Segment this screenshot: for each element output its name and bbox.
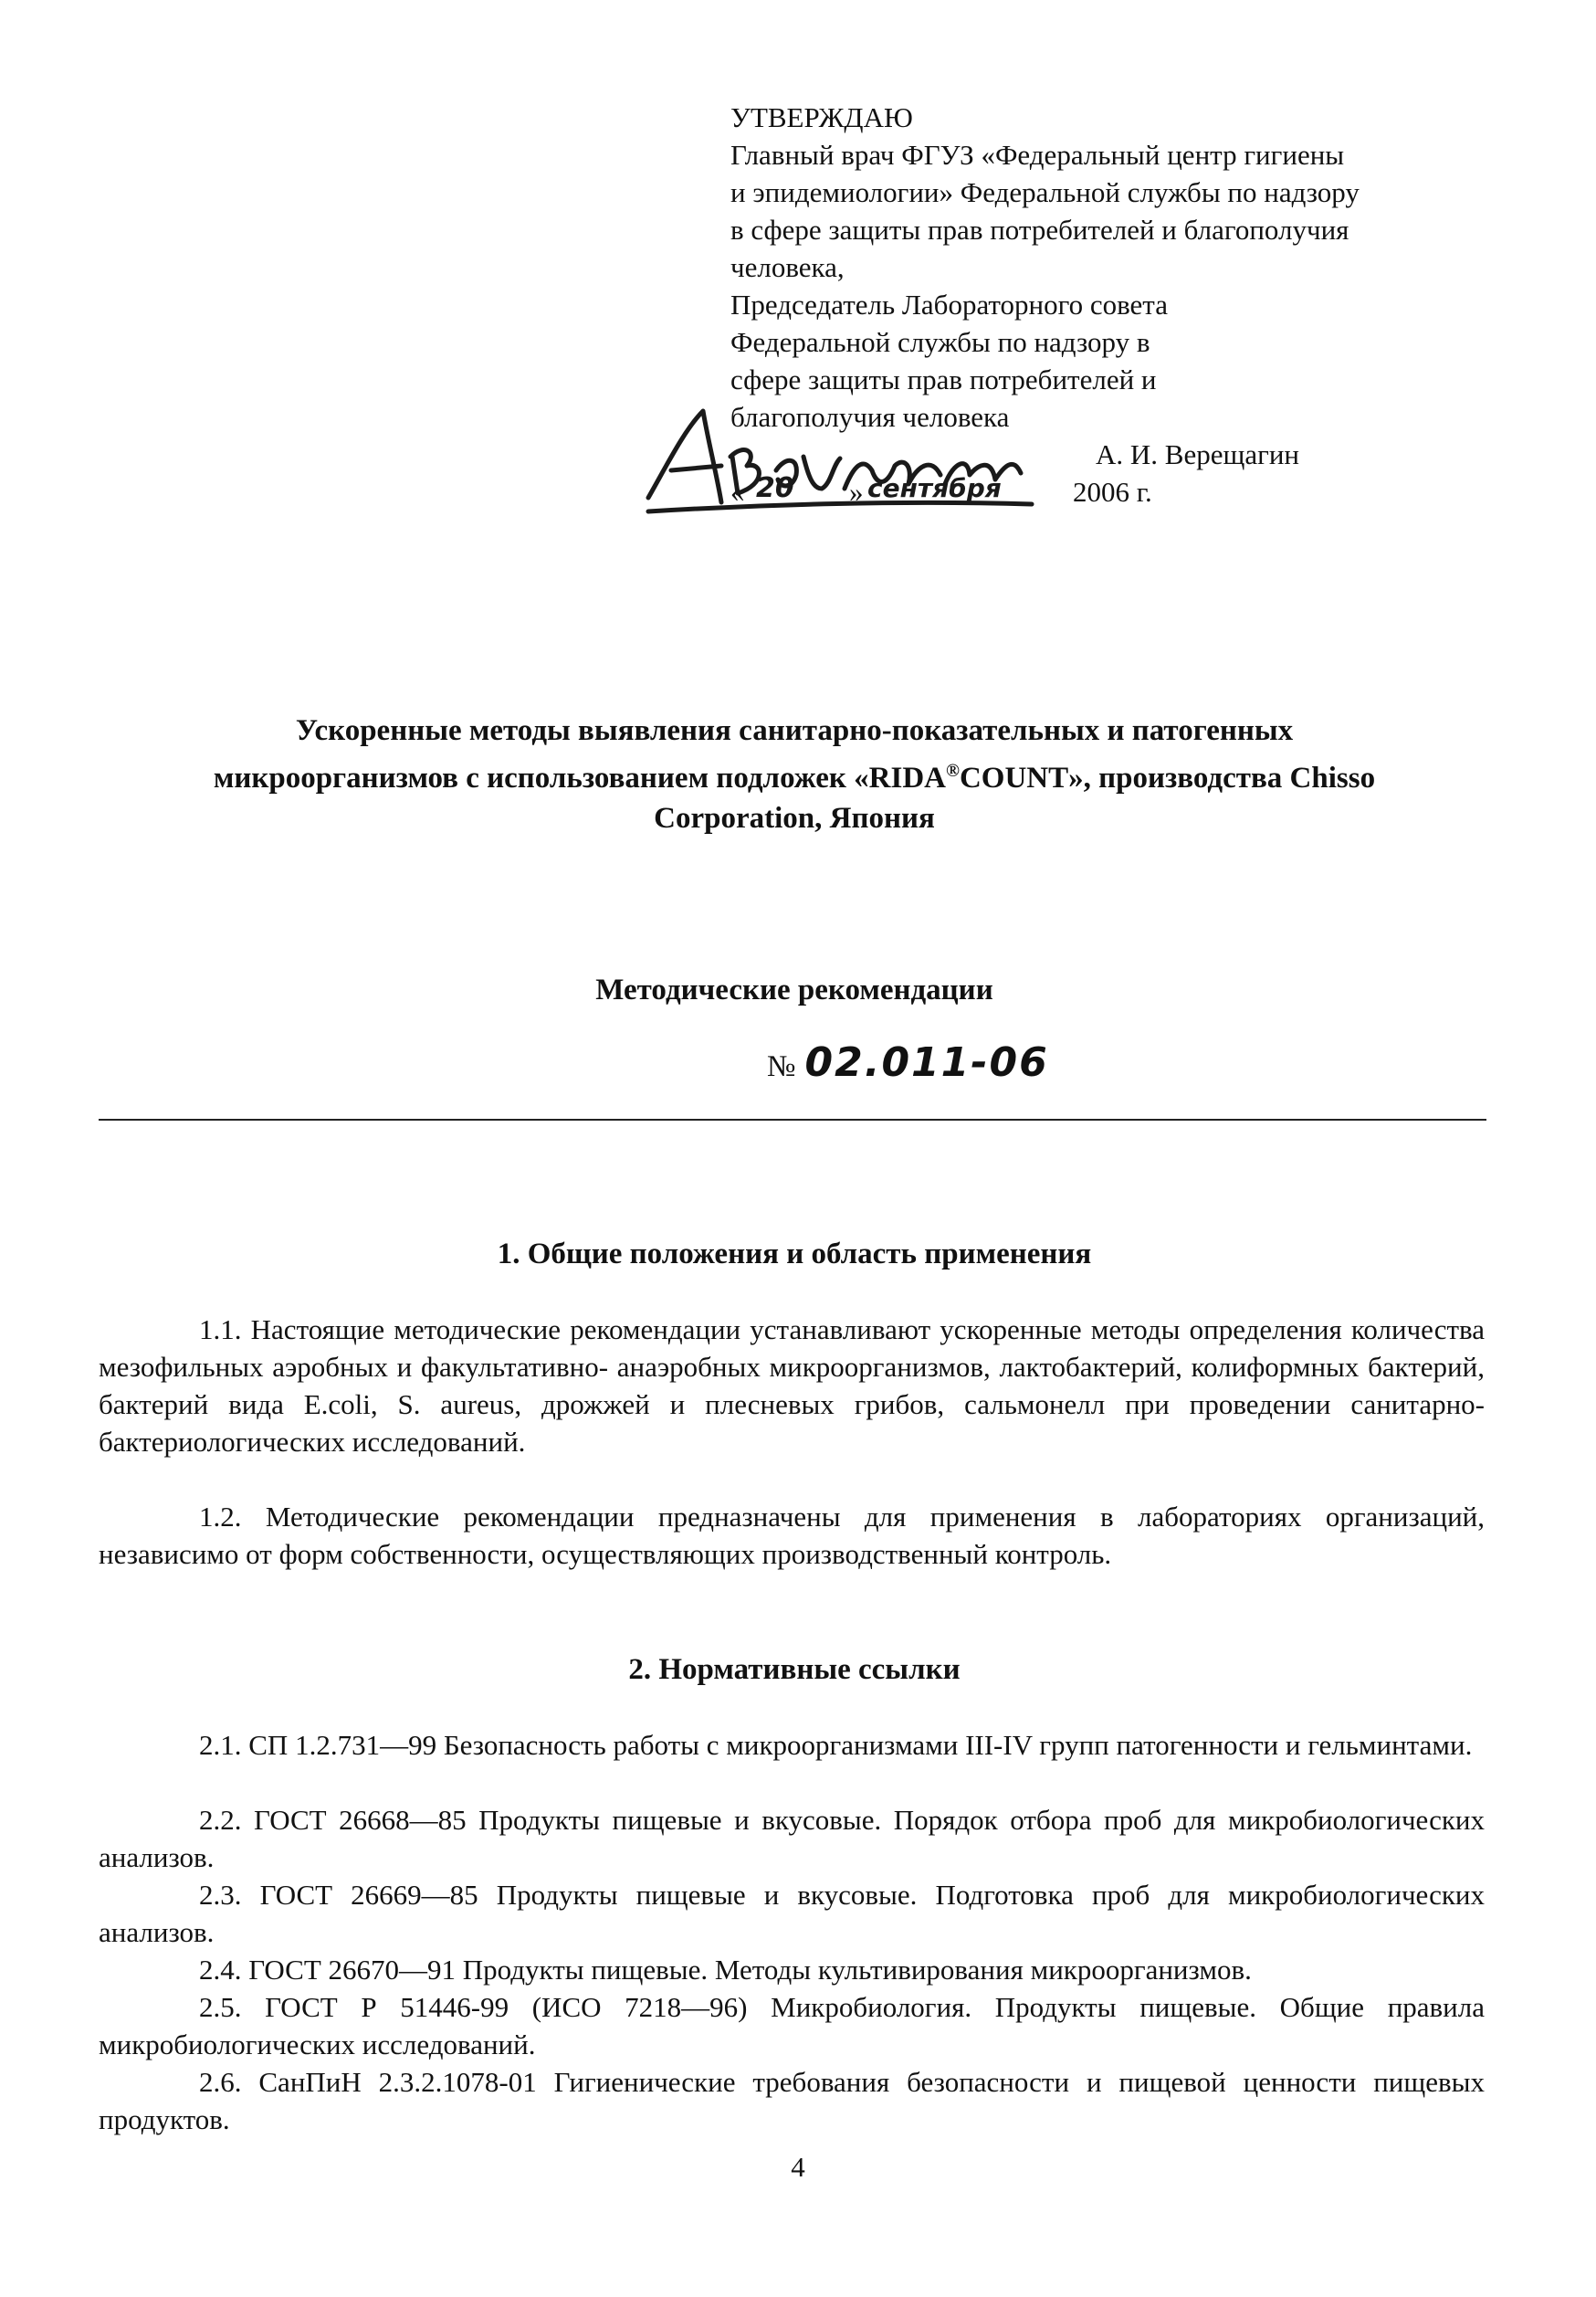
approval-line: Председатель Лабораторного совета	[730, 289, 1168, 321]
paragraph-text: 2.1. СП 1.2.731—99 Безопасность работы с микроорганизмами III-IV групп патогенности и гельминтами.	[199, 1729, 1473, 1761]
approval-line: сфере защиты прав потребителей и	[730, 364, 1157, 395]
title-line-3: Corporation, Япония	[654, 802, 935, 835]
approval-line: и эпидемиологии» Федеральной службы по надзору	[730, 176, 1360, 208]
paragraph-text: 2.4. ГОСТ 26670—91 Продукты пищевые. Методы культивирования микроорганизмов.	[199, 1954, 1252, 1986]
title-line-2-start: микроорганизмов с использованием подложек «RIDA	[213, 762, 946, 795]
section-heading: 2. Нормативные ссылки	[628, 1653, 961, 1686]
date-open-quote: «	[730, 476, 745, 508]
number-value: 02.011-06	[804, 1039, 1049, 1086]
document-title	[137, 711, 1452, 838]
title-line-1: Ускоренные методы выявления санитарно-показательных и патогенных	[295, 714, 1294, 747]
approval-line: благополучия человека	[730, 401, 1010, 433]
approval-line: Федеральной службы по надзору в	[730, 326, 1150, 358]
paragraph-text: 2.2. ГОСТ 26668—85 Продукты пищевые и вкусовые. Порядок отбора проб для микробиологических анализов.	[99, 1804, 1485, 1873]
signer-name: А. И. Верещагин	[1096, 438, 1299, 470]
paragraph	[99, 1311, 1485, 1460]
paragraph-text: 2.6. СанПиН 2.3.2.1078-01 Гигиенические требования безопасности и пищевой ценности пищевых продуктов.	[99, 2066, 1485, 2135]
section-heading: 1. Общие положения и область применения	[497, 1238, 1092, 1270]
reference-item	[99, 2063, 1485, 2138]
document-number	[767, 1039, 1049, 1086]
reference-item	[99, 1801, 1485, 1876]
approval-line: в сфере защиты прав потребителей и благополучия	[730, 214, 1349, 246]
paragraph-text: 1.2. Методические рекомендации предназначены для применения в лабораториях организаций, независимо от форм собственности, осуществляющих производственный контроль.	[99, 1501, 1485, 1570]
title-line-2	[137, 751, 1452, 798]
horizontal-rule	[99, 1119, 1486, 1121]
paragraph-text: 2.5. ГОСТ Р 51446-99 (ИСО 7218—96) Микробиология. Продукты пищевые. Общие правила микробиологических исследований.	[99, 1991, 1485, 2060]
paragraph-text: 1.1. Настоящие методические рекомендации устанавливают ускоренные методы определения количества мезофильных аэробных и факультативно- анаэробных микроорганизмов, лактобактерий, колиформных бактерий, бактерий вида E.coli, S. aureus, дрожжей и плесневых грибов, сальмонелл при проведении санитарно-бактериологических исследований.	[99, 1313, 1485, 1458]
registered-mark: ®	[946, 761, 960, 781]
date-year: 2006 г.	[1073, 476, 1152, 508]
paragraph-text: 2.3. ГОСТ 26669—85 Продукты пищевые и вкусовые. Подготовка проб для микробиологических анализов.	[99, 1879, 1485, 1948]
document-subtitle: Методические рекомендации	[595, 974, 993, 1006]
page-number: 4	[791, 2151, 805, 2183]
title-line-2-end: COUNT», производства Chisso	[959, 762, 1376, 795]
date-close-quote: »	[849, 476, 864, 508]
reference-item	[99, 1988, 1485, 2063]
date-month: сентября	[867, 473, 1002, 503]
reference-item	[99, 1726, 1485, 1764]
approval-line: человека,	[730, 251, 845, 283]
reference-item	[99, 1876, 1485, 1951]
approval-heading: УТВЕРЖДАЮ	[730, 101, 913, 133]
approval-line: Главный врач ФГУЗ «Федеральный центр гигиены	[730, 139, 1345, 171]
date-day: 20	[756, 472, 794, 504]
handwritten-signature	[630, 402, 1105, 539]
paragraph	[99, 1498, 1485, 1573]
reference-item	[99, 1951, 1485, 1988]
number-prefix: №	[767, 1050, 796, 1083]
